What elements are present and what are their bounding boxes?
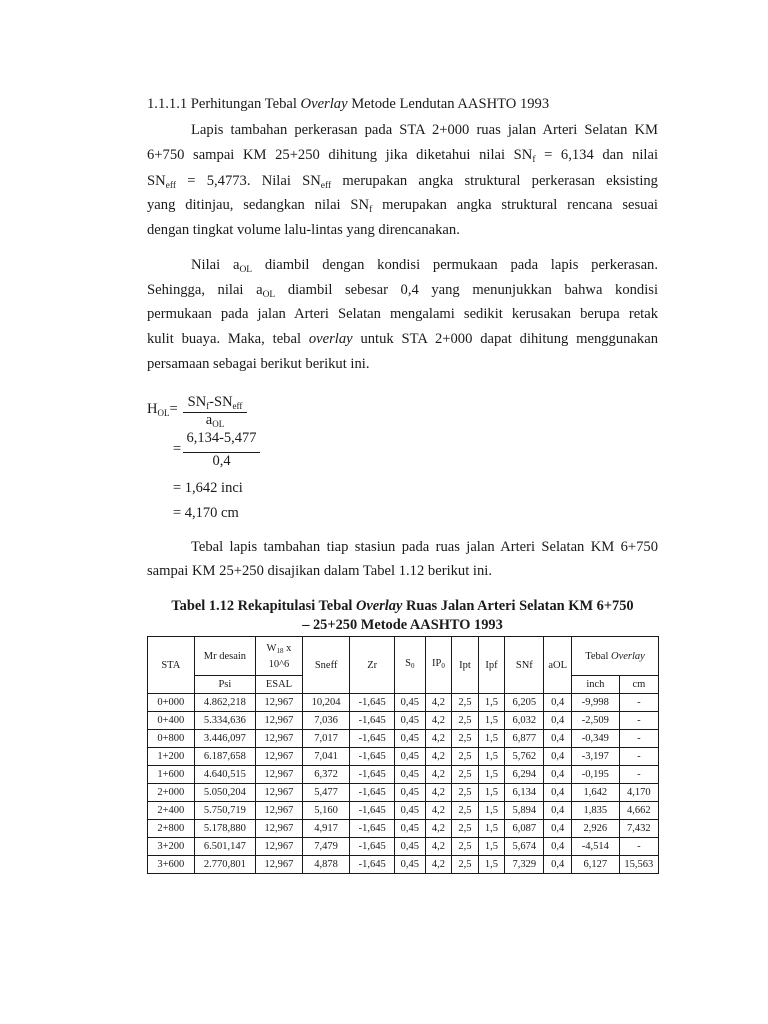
header-tebal-overlay: Tebal Overlay — [572, 637, 659, 676]
table-cell: 6,134 — [505, 784, 544, 802]
table-cell: 3+200 — [148, 838, 195, 856]
table-cell: 1,5 — [478, 820, 505, 838]
paragraph-1-line-4: yang ditinjau, sedangkan nilai $SN_f$ merupakan angka struktural rencana sesuai — [147, 197, 658, 215]
paragraph-2-line-1: Nilai $a_{OL}$ diambil dengan kondisi permukaan pada lapis perkerasan. — [191, 257, 658, 275]
table-cell: 0,4 — [544, 856, 572, 874]
table-cell: - — [619, 748, 658, 766]
table-cell: - — [619, 766, 658, 784]
header-ipo: IP0 — [425, 637, 452, 694]
table-cell: 2+400 — [148, 802, 195, 820]
unit-esal: ESAL — [256, 676, 303, 694]
table-caption-line-1: Tabel 1.12 Rekapitulasi Tebal Overlay Ruas Jalan Arteri Selatan KM 6+750 — [171, 598, 634, 614]
table-cell: -0,195 — [572, 766, 620, 784]
table-cell: 0+000 — [148, 694, 195, 712]
table-cell: 5.750,719 — [194, 802, 255, 820]
formula-equals: = — [173, 441, 182, 457]
table-cell: 12,967 — [256, 856, 303, 874]
table-cell: 4,662 — [619, 802, 658, 820]
table-cell: 0,45 — [394, 694, 425, 712]
table-cell: 5,477 — [302, 784, 350, 802]
table-cell: 5.334,636 — [194, 712, 255, 730]
paragraph-1-line-1: Lapis tambahan perkerasan pada STA 2+000 ruas jalan Arteri Selatan KM — [191, 122, 658, 138]
table-row — [148, 766, 659, 784]
table-cell: 0,45 — [394, 856, 425, 874]
table-cell: 2,5 — [452, 730, 479, 748]
section-heading: 1.1.1.1 Perhitungan Tebal Overlay Metode Lendutan AASHTO 1993 — [147, 96, 550, 112]
table-row — [148, 784, 659, 802]
table-cell: 4,917 — [302, 820, 350, 838]
table-cell: 12,967 — [256, 748, 303, 766]
formula-denominator-1: $a_{OL}$ — [205, 412, 225, 429]
table-cell: -1,645 — [350, 856, 395, 874]
table-cell: 2,5 — [452, 838, 479, 856]
table-cell: 2.770,801 — [194, 856, 255, 874]
table-cell: -1,645 — [350, 820, 395, 838]
table-cell: 5,762 — [505, 748, 544, 766]
table-cell: 1,5 — [478, 712, 505, 730]
table-caption — [147, 597, 658, 635]
table-cell: 2,5 — [452, 766, 479, 784]
table-cell: 6,294 — [505, 766, 544, 784]
table-cell: 1,5 — [478, 766, 505, 784]
table-cell: 5.178,880 — [194, 820, 255, 838]
table-cell: 2,5 — [452, 820, 479, 838]
table-cell: 12,967 — [256, 730, 303, 748]
unit-cm: cm — [619, 676, 658, 694]
formula-result-cm: = 4,170 cm — [173, 505, 239, 521]
table-cell: 0,45 — [394, 820, 425, 838]
table-cell: 0,4 — [544, 748, 572, 766]
table-cell: 3+600 — [148, 856, 195, 874]
table-cell: 0,45 — [394, 766, 425, 784]
table-row — [148, 856, 659, 874]
table-header-row — [148, 637, 659, 676]
table-cell: 1+200 — [148, 748, 195, 766]
table-cell: 4,2 — [425, 802, 452, 820]
table-cell: 0,4 — [544, 766, 572, 784]
table-cell: 2,5 — [452, 712, 479, 730]
table-cell: -3,197 — [572, 748, 620, 766]
table-cell: 0,4 — [544, 802, 572, 820]
table-caption-line-2: – 25+250 Metode AASHTO 1993 — [302, 617, 503, 633]
table-row — [148, 820, 659, 838]
table-cell: 0,4 — [544, 694, 572, 712]
table-cell: 4,2 — [425, 784, 452, 802]
table-cell: 6,372 — [302, 766, 350, 784]
table-cell: 2,5 — [452, 694, 479, 712]
table-cell: 5,160 — [302, 802, 350, 820]
table-cell: 0,45 — [394, 730, 425, 748]
table-row — [148, 838, 659, 856]
table-cell: - — [619, 712, 658, 730]
header-snf: SNf — [505, 637, 544, 694]
table-cell: 6,087 — [505, 820, 544, 838]
table-cell: 12,967 — [256, 784, 303, 802]
header-ipt: Ipt — [452, 637, 479, 694]
formula-numerator-1: $SN_f-SN_{eff}$ — [187, 394, 243, 411]
table-cell: 1,835 — [572, 802, 620, 820]
table-row — [148, 802, 659, 820]
header-sneff: Sneff — [302, 637, 350, 694]
header-sta: STA — [148, 637, 195, 694]
table-cell: 4,2 — [425, 712, 452, 730]
formula-numerator-2: 6,134-5,477 — [186, 430, 257, 446]
table-row — [148, 748, 659, 766]
table-cell: 0,4 — [544, 838, 572, 856]
table-cell: 1,5 — [478, 694, 505, 712]
table-cell: 12,967 — [256, 838, 303, 856]
table-cell: 4,2 — [425, 730, 452, 748]
table-cell: 5.050,204 — [194, 784, 255, 802]
table-cell: 0+800 — [148, 730, 195, 748]
table-cell: 5,674 — [505, 838, 544, 856]
table-cell: 12,967 — [256, 694, 303, 712]
table-cell: 1,5 — [478, 730, 505, 748]
table-cell: 7,041 — [302, 748, 350, 766]
table-cell: - — [619, 838, 658, 856]
table-cell: 12,967 — [256, 766, 303, 784]
table-cell: 7,036 — [302, 712, 350, 730]
table-cell: 0,45 — [394, 748, 425, 766]
table-cell: 4,2 — [425, 748, 452, 766]
table-cell: -0,349 — [572, 730, 620, 748]
table-cell: - — [619, 730, 658, 748]
header-mr-desain: Mr desain — [194, 637, 255, 676]
table-cell: -1,645 — [350, 802, 395, 820]
table-cell: 6,127 — [572, 856, 620, 874]
header-w18: W18 x 10^6 — [256, 637, 303, 676]
formula-lhs: $H_{OL}=$ — [147, 401, 178, 418]
table-cell: -4,514 — [572, 838, 620, 856]
table-body — [148, 694, 659, 874]
unit-inch: inch — [572, 676, 620, 694]
table-cell: -1,645 — [350, 748, 395, 766]
table-cell: -1,645 — [350, 694, 395, 712]
header-so: S0 — [394, 637, 425, 694]
table-cell: 0,45 — [394, 838, 425, 856]
overlay-recap-table — [147, 636, 659, 874]
table-cell: -1,645 — [350, 766, 395, 784]
table-cell: 5,894 — [505, 802, 544, 820]
formula-denominator-2: 0,4 — [212, 453, 231, 469]
paragraph-3-line-2: sampai KM 25+250 disajikan dalam Tabel 1.12 berikut ini. — [147, 563, 492, 579]
table-cell: - — [619, 694, 658, 712]
table-cell: 0,4 — [544, 730, 572, 748]
table-cell: 12,967 — [256, 820, 303, 838]
table-cell: 1,5 — [478, 856, 505, 874]
paragraph-2-line-2: Sehingga, nilai $a_{OL}$ diambil sebesar 0,4 yang menunjukkan bahwa kondisi — [147, 282, 658, 300]
table-cell: 2+000 — [148, 784, 195, 802]
table-cell: 2,5 — [452, 784, 479, 802]
table-cell: 4,2 — [425, 694, 452, 712]
table-cell: 2,5 — [452, 802, 479, 820]
paragraph-1-line-3: $SN_{eff} = 5,4773$. Nilai $SN_{eff}$ merupakan angka struktural perkerasan eksisting — [147, 173, 658, 191]
table-cell: 0,4 — [544, 712, 572, 730]
table-cell: 4,2 — [425, 838, 452, 856]
table-cell: 1,5 — [478, 748, 505, 766]
table-cell: 6.187,658 — [194, 748, 255, 766]
paragraph-2-line-5: persamaan sebagai berikut berikut ini. — [147, 356, 370, 372]
table-cell: -1,645 — [350, 712, 395, 730]
paragraph-1-line-5: dengan tingkat volume lalu-lintas yang direncanakan. — [147, 222, 460, 238]
table-cell: 2,926 — [572, 820, 620, 838]
table-cell: 12,967 — [256, 802, 303, 820]
paragraph-2-line-3: permukaan pada jalan Arteri Selatan mengalami sedikit kerusakan berupa retak — [147, 306, 658, 322]
header-aol: aOL — [544, 637, 572, 694]
table-cell: 2+800 — [148, 820, 195, 838]
table-cell: -9,998 — [572, 694, 620, 712]
table-cell: 4.640,515 — [194, 766, 255, 784]
table-cell: -1,645 — [350, 784, 395, 802]
table-cell: 15,563 — [619, 856, 658, 874]
table-cell: 0,4 — [544, 784, 572, 802]
table-cell: 1,5 — [478, 802, 505, 820]
table-cell: 0,45 — [394, 712, 425, 730]
table-cell: 2,5 — [452, 748, 479, 766]
table-cell: 6,877 — [505, 730, 544, 748]
table-row — [148, 712, 659, 730]
table-cell: 4,170 — [619, 784, 658, 802]
table-cell: 12,967 — [256, 712, 303, 730]
header-ipf: Ipf — [478, 637, 505, 694]
table-cell: 0+400 — [148, 712, 195, 730]
table-cell: 1,642 — [572, 784, 620, 802]
table-cell: 3.446,097 — [194, 730, 255, 748]
table-cell: 4,878 — [302, 856, 350, 874]
table-cell: 6.501,147 — [194, 838, 255, 856]
table-cell: 7,017 — [302, 730, 350, 748]
paragraph-3-line-1: Tebal lapis tambahan tiap stasiun pada ruas jalan Arteri Selatan KM 6+750 — [191, 539, 658, 555]
table-cell: 6,032 — [505, 712, 544, 730]
table-cell: 1,5 — [478, 838, 505, 856]
table-row — [148, 730, 659, 748]
table-cell: 0,4 — [544, 820, 572, 838]
table-cell: 1,5 — [478, 784, 505, 802]
paragraph-1-line-2: 6+750 sampai KM 25+250 dihitung jika diketahui nilai $SN_f = 6,134$ dan nilai — [147, 147, 659, 165]
table-cell: -1,645 — [350, 730, 395, 748]
table-row — [148, 694, 659, 712]
table-cell: 7,432 — [619, 820, 658, 838]
table-cell: -2,509 — [572, 712, 620, 730]
table-cell: 2,5 — [452, 856, 479, 874]
table-cell: -1,645 — [350, 838, 395, 856]
table-cell: 4,2 — [425, 820, 452, 838]
formula-result-inch: = 1,642 inci — [173, 480, 243, 496]
table-cell: 0,45 — [394, 784, 425, 802]
table-cell: 7,479 — [302, 838, 350, 856]
unit-psi: Psi — [194, 676, 255, 694]
table-cell: 7,329 — [505, 856, 544, 874]
table-cell: 0,45 — [394, 802, 425, 820]
table-cell: 6,205 — [505, 694, 544, 712]
header-zr: Zr — [350, 637, 395, 694]
table-cell: 1+600 — [148, 766, 195, 784]
table-cell: 4,2 — [425, 766, 452, 784]
table-cell: 10,204 — [302, 694, 350, 712]
table-cell: 4.862,218 — [194, 694, 255, 712]
paragraph-2-line-4: kulit buaya. Maka, tebal overlay untuk STA 2+000 dapat dihitung menggunakan — [147, 331, 658, 347]
table-cell: 4,2 — [425, 856, 452, 874]
